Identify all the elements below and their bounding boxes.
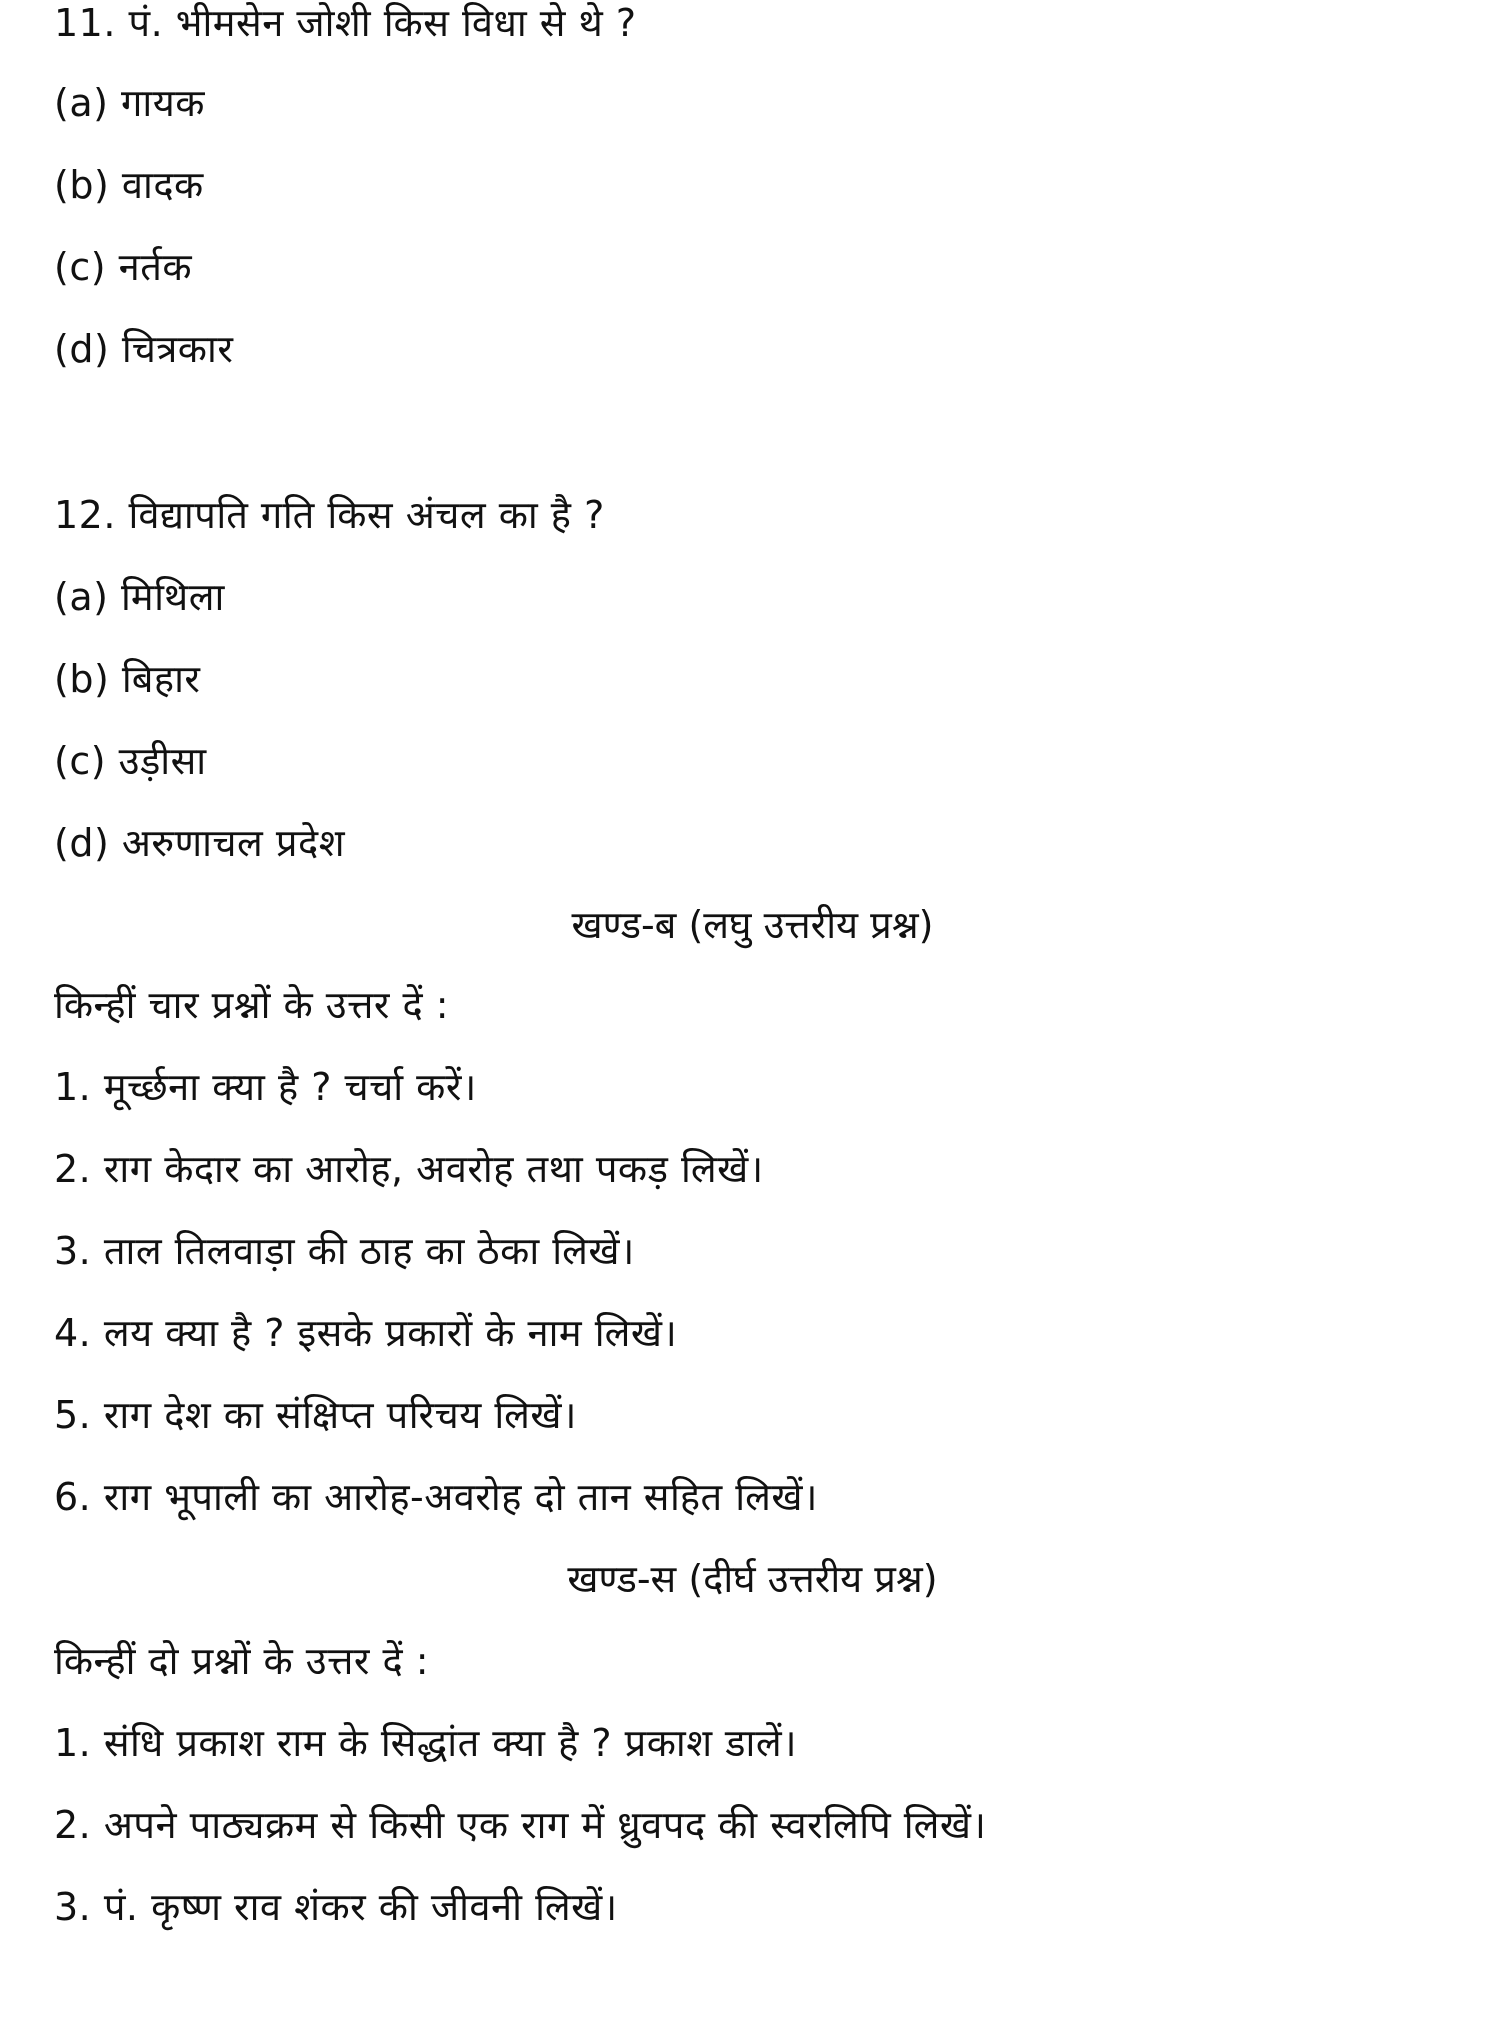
section-b-question-6: 6. राग भूपाली का आरोह-अवरोह दो तान सहित लिखें। [54, 1475, 818, 1519]
question-12: 12. विद्यापति गति किस अंचल का है ? [54, 493, 605, 537]
section-c-instruction: किन्हीं दो प्रश्नों के उत्तर दें : [54, 1639, 430, 1683]
q11-option-b: (b) वादक [54, 163, 204, 207]
q11-option-a: (a) गायक [54, 81, 205, 125]
question-11: 11. पं. भीमसेन जोशी किस विधा से थे ? [54, 1, 637, 45]
q11-option-c: (c) नर्तक [54, 245, 193, 289]
section-b-question-5: 5. राग देश का संक्षिप्त परिचय लिखें। [54, 1393, 577, 1437]
section-b-question-2: 2. राग केदार का आरोह, अवरोह तथा पकड़ लिखें। [54, 1147, 764, 1191]
section-b-question-3: 3. ताल तिलवाड़ा की ठाह का ठेका लिखें। [54, 1229, 635, 1273]
q12-option-a: (a) मिथिला [54, 575, 225, 619]
section-b-heading: खण्ड-ब (लघु उत्तरीय प्रश्न) [571, 903, 934, 947]
section-c-heading: खण्ड-स (दीर्घ उत्तरीय प्रश्न) [567, 1557, 938, 1601]
q11-option-d: (d) चित्रकार [54, 327, 234, 371]
section-c-question-3: 3. पं. कृष्ण राव शंकर की जीवनी लिखें। [54, 1885, 618, 1929]
section-b-question-4: 4. लय क्या है ? इसके प्रकारों के नाम लिखें। [54, 1311, 678, 1355]
q12-option-d: (d) अरुणाचल प्रदेश [54, 821, 346, 865]
q12-option-c: (c) उड़ीसा [54, 739, 207, 783]
section-b-question-1: 1. मूर्च्छना क्या है ? चर्चा करें। [54, 1065, 477, 1109]
q12-option-b: (b) बिहार [54, 657, 201, 701]
section-c-question-1: 1. संधि प्रकाश राम के सिद्धांत क्या है ? प्रकाश डालें। [54, 1721, 798, 1765]
section-b-instruction: किन्हीं चार प्रश्नों के उत्तर दें : [54, 983, 450, 1027]
section-c-question-2: 2. अपने पाठ्यक्रम से किसी एक राग में ध्रुवपद की स्वरलिपि लिखें। [54, 1803, 987, 1847]
